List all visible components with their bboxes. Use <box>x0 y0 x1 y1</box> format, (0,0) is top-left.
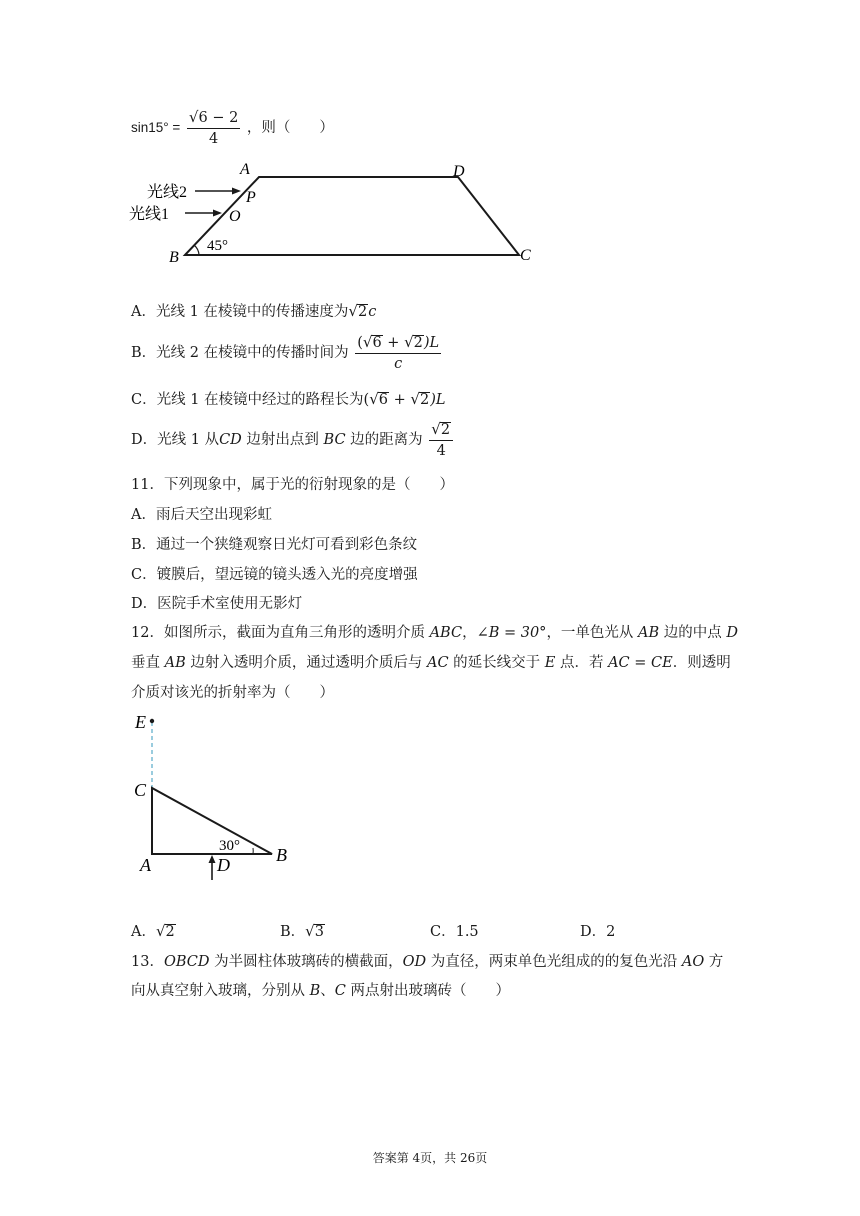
label-c: C <box>520 247 531 264</box>
q12-option-a: A．√2 <box>131 922 175 940</box>
q11-option-a: A．雨后天空出现彩虹 <box>131 507 272 523</box>
q10-tail-line <box>131 108 334 148</box>
triangle-figure <box>125 708 305 883</box>
q10-option-d: D．光线 1 从CD 边射出点到 BC 边的距离为 $\frac{√2}{4}$ <box>131 420 455 460</box>
q10-sin-numerator: √6 − 2 <box>187 108 240 129</box>
ray2-arrowhead <box>232 188 241 195</box>
angle-label-30: 30° <box>219 838 240 854</box>
label-ray1: 光线1 <box>129 206 170 223</box>
q11-stem: 11．下列现象中，属于光的衍射现象的是（ ） <box>131 477 454 493</box>
q12-line1: 12．如图所示，截面为直角三角形的透明介质 ABC，∠B = 30°，一单色光从 AB 边的中点 D <box>131 625 739 641</box>
q12-option-c: C．1.5 <box>430 924 479 940</box>
label-e: E <box>135 712 146 732</box>
q10-option-b: B．光线 2 在棱镜中的传播时间为 $\frac{(√6 + √2)L}{c}$ <box>131 333 440 372</box>
label-d: D <box>453 163 465 180</box>
q12-line2: 垂直 AB 边射入透明介质，通过透明介质后与 AC 的延长线交于 E 点．若 AC = CE．则透明 <box>131 655 731 671</box>
q10-lhs: sin15° = <box>131 120 181 135</box>
label-c: C <box>134 780 147 800</box>
label-d: D <box>217 855 230 875</box>
q13-line1: 13．OBCD 为半圆柱体玻璃砖的横截面，OD 为直径，两束单色光组成的的复色光沿 AO 方 <box>131 954 724 970</box>
angle-arc-b <box>194 245 199 255</box>
label-a: A <box>140 855 151 875</box>
q10-option-a: A．光线 1 在棱镜中的传播速度为√2c <box>131 302 377 320</box>
q10-sin-fraction <box>187 108 240 148</box>
point-e <box>150 719 154 723</box>
q12-option-b: B．√3 <box>280 922 324 940</box>
q11-option-c: C．镀膜后，望远镜的镜头透入光的亮度增强 <box>131 567 418 583</box>
incident-ray-arrowhead <box>209 855 216 863</box>
q10-option-b-fraction: $\frac{(√6 + √2)L}{c}$ <box>357 333 440 372</box>
label-p: P <box>246 189 256 206</box>
q12-option-d: D．2 <box>580 924 616 940</box>
label-a: A <box>240 161 250 178</box>
q10-tail-text: ，则（ ） <box>246 120 334 136</box>
label-b: B <box>276 845 287 865</box>
prism-figure <box>125 158 545 270</box>
q11-option-d: D．医院手术室使用无影灯 <box>131 596 303 612</box>
q11-option-b: B．通过一个狭缝观察日光灯可看到彩色条纹 <box>131 537 418 553</box>
ray1-arrowhead <box>213 210 222 217</box>
q13-line2: 向从真空射入玻璃，分别从 B、C 两点射出玻璃砖（ ） <box>131 983 510 999</box>
label-ray2: 光线2 <box>147 184 188 201</box>
angle-label-45: 45° <box>207 238 228 254</box>
page-footer: 答案第 4页，共 26页 <box>372 1151 488 1165</box>
q10-sin-denominator: 4 <box>209 131 219 147</box>
triangle-abc <box>152 788 272 854</box>
q10-option-c: C．光线 1 在棱镜中经过的路程长为(√6 + √2)L <box>131 390 446 408</box>
label-o: O <box>229 208 241 225</box>
label-b: B <box>169 249 179 266</box>
q12-line3: 介质对该光的折射率为（ ） <box>131 685 334 701</box>
q10-option-d-fraction: $\frac{√2}{4}$ <box>429 420 453 460</box>
